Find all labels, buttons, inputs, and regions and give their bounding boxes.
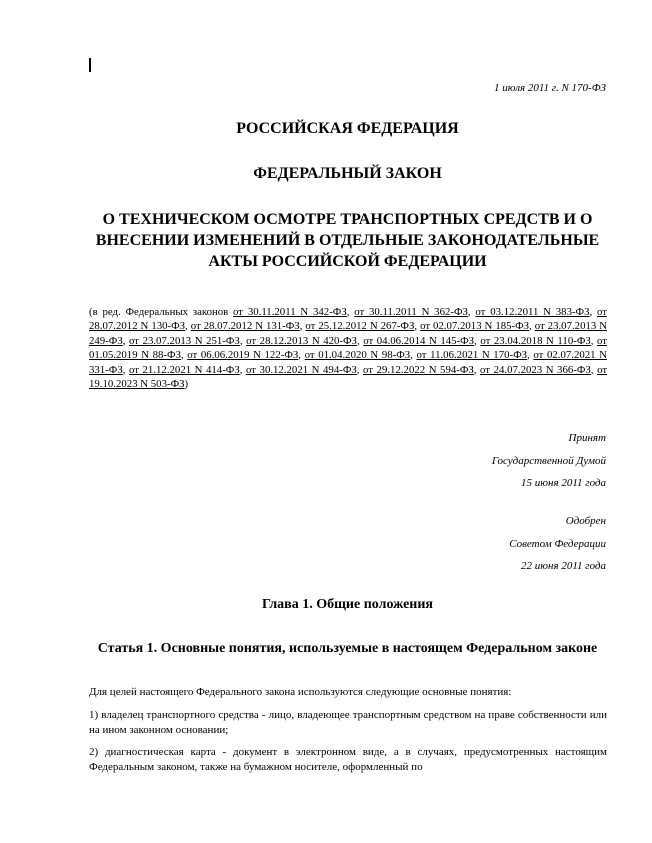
amendment-link[interactable]: от 11.06.2021 N 170-ФЗ bbox=[416, 349, 528, 362]
amendment-link[interactable]: от 23.04.2018 N 110-ФЗ bbox=[480, 334, 591, 347]
amendment-link[interactable]: от 03.12.2011 N 383-ФЗ bbox=[475, 306, 590, 318]
amendment-link[interactable]: от 02.07.2021 N 331-ФЗ bbox=[89, 349, 607, 376]
country-heading: РОССИЙСКАЯ ФЕДЕРАЦИЯ bbox=[236, 120, 459, 137]
amendment-link[interactable]: от 01.04.2020 N 98-ФЗ bbox=[304, 349, 411, 362]
amendment-link[interactable]: от 24.07.2023 N 366-ФЗ bbox=[480, 363, 591, 376]
amendment-link[interactable]: от 28.07.2012 N 130-ФЗ bbox=[89, 306, 607, 333]
text-cursor bbox=[89, 58, 91, 72]
amendment-link[interactable]: от 06.06.2019 N 122-ФЗ bbox=[187, 349, 299, 362]
adoption-council-line: Одобрен bbox=[565, 515, 606, 527]
amendment-link[interactable]: от 23.07.2013 N 249-ФЗ bbox=[89, 320, 608, 347]
paragraph: Для целей настоящего Федерального закона используются следующие основные понятия: bbox=[89, 686, 512, 698]
amendment-link[interactable]: от 30.12.2021 N 494-ФЗ bbox=[246, 363, 357, 376]
amendment-link[interactable]: от 19.10.2023 N 503-ФЗ bbox=[89, 363, 608, 391]
adoption-duma-line: Государственной Думой bbox=[491, 454, 606, 467]
amendment-link[interactable]: от 23.07.2013 N 251-ФЗ bbox=[129, 334, 240, 347]
article-heading: Статья 1. Основные понятия, используемые в настоящем Федеральном законе bbox=[97, 641, 598, 656]
amendment-link[interactable]: от 28.12.2013 N 420-ФЗ bbox=[246, 334, 357, 347]
adoption-duma bbox=[492, 427, 606, 495]
law-title: О ТЕХНИЧЕСКОМ ОСМОТРЕ ТРАНСПОРТНЫХ СРЕДСТВ И О ВНЕСЕНИИ ИЗМЕНЕНИЙ В ОТДЕЛЬНЫЕ ЗАКОНОДАТЕЛЬНЫЕ АКТЫ РОССИЙСКОЙ ФЕДЕРАЦИИ bbox=[95, 211, 600, 270]
amendment-link[interactable]: от 28.07.2012 N 131-ФЗ bbox=[190, 320, 300, 333]
adoption-council bbox=[509, 510, 606, 578]
chapter-heading: Глава 1. Общие положения bbox=[261, 597, 433, 612]
paragraph: 1) владелец транспортного средства - лицо, владеющее транспортным средством на праве собственности или на ином законном основании; bbox=[89, 709, 607, 736]
amendment-link[interactable]: от 21.12.2021 N 414-ФЗ bbox=[129, 363, 240, 376]
amendment-link[interactable]: от 04.06.2014 N 145-ФЗ bbox=[363, 334, 475, 347]
adoption-duma-line: 15 июня 2011 года bbox=[521, 477, 606, 489]
amendment-link[interactable]: от 25.12.2012 N 267-ФЗ bbox=[305, 320, 415, 333]
amendment-link[interactable]: от 30.11.2011 N 362-ФЗ bbox=[354, 306, 468, 318]
amendment-link[interactable]: от 30.11.2011 N 342-ФЗ bbox=[233, 306, 347, 318]
amendment-link[interactable]: от 29.12.2022 N 594-ФЗ bbox=[363, 363, 474, 376]
adoption-council-line: Советом Федерации bbox=[509, 537, 606, 550]
document-type-heading: ФЕДЕРАЛЬНЫЙ ЗАКОН bbox=[253, 165, 442, 182]
amendment-link[interactable]: от 02.07.2013 N 185-ФЗ bbox=[420, 320, 530, 333]
paragraph: 2) диагностическая карта - документ в электронном виде, а в случаях, предусмотренных настоящим Федеральным законом, также на бумажном носителе, оформленный по bbox=[89, 746, 607, 773]
adoption-council-line: 22 июня 2011 года bbox=[521, 560, 606, 572]
law-date-reference: 1 июля 2011 г. N 170-ФЗ bbox=[493, 82, 606, 94]
adoption-duma-line: Принят bbox=[568, 432, 606, 444]
amendment-link[interactable]: от 01.05.2019 N 88-ФЗ bbox=[89, 334, 608, 362]
amendments-list: (в ред. Федеральных законов от 30.11.2011 N 342-ФЗ, от 30.11.2011 N 362-ФЗ, от 03.12.2011 N 383-ФЗ, от 28.07.2012 N 130-ФЗ, от 28.07.2012 N 131-ФЗ, от 25.12.2012 N 267-ФЗ, от 02.07.2013 N 185-ФЗ, от 23.07.2013 N 249-ФЗ, от 23.07.2013 N 251-ФЗ, от 28.12.2013 N 420-ФЗ, от 04.06.2014 N 145-ФЗ, от 23.04.2018 N 110-ФЗ, от 01.05.2019 N 88-ФЗ, от 06.06.2019 N 122-ФЗ, от 01.04.2020 N 98-ФЗ, от 11.06.2021 N 170-ФЗ, от 02.07.2021 N 331-ФЗ, от 21.12.2021 N 414-ФЗ, от 30.12.2021 N 494-ФЗ, от 29.12.2022 N 594-ФЗ, от 24.07.2023 N 366-ФЗ, от 19.10.2023 N 503-ФЗ) bbox=[89, 306, 608, 391]
